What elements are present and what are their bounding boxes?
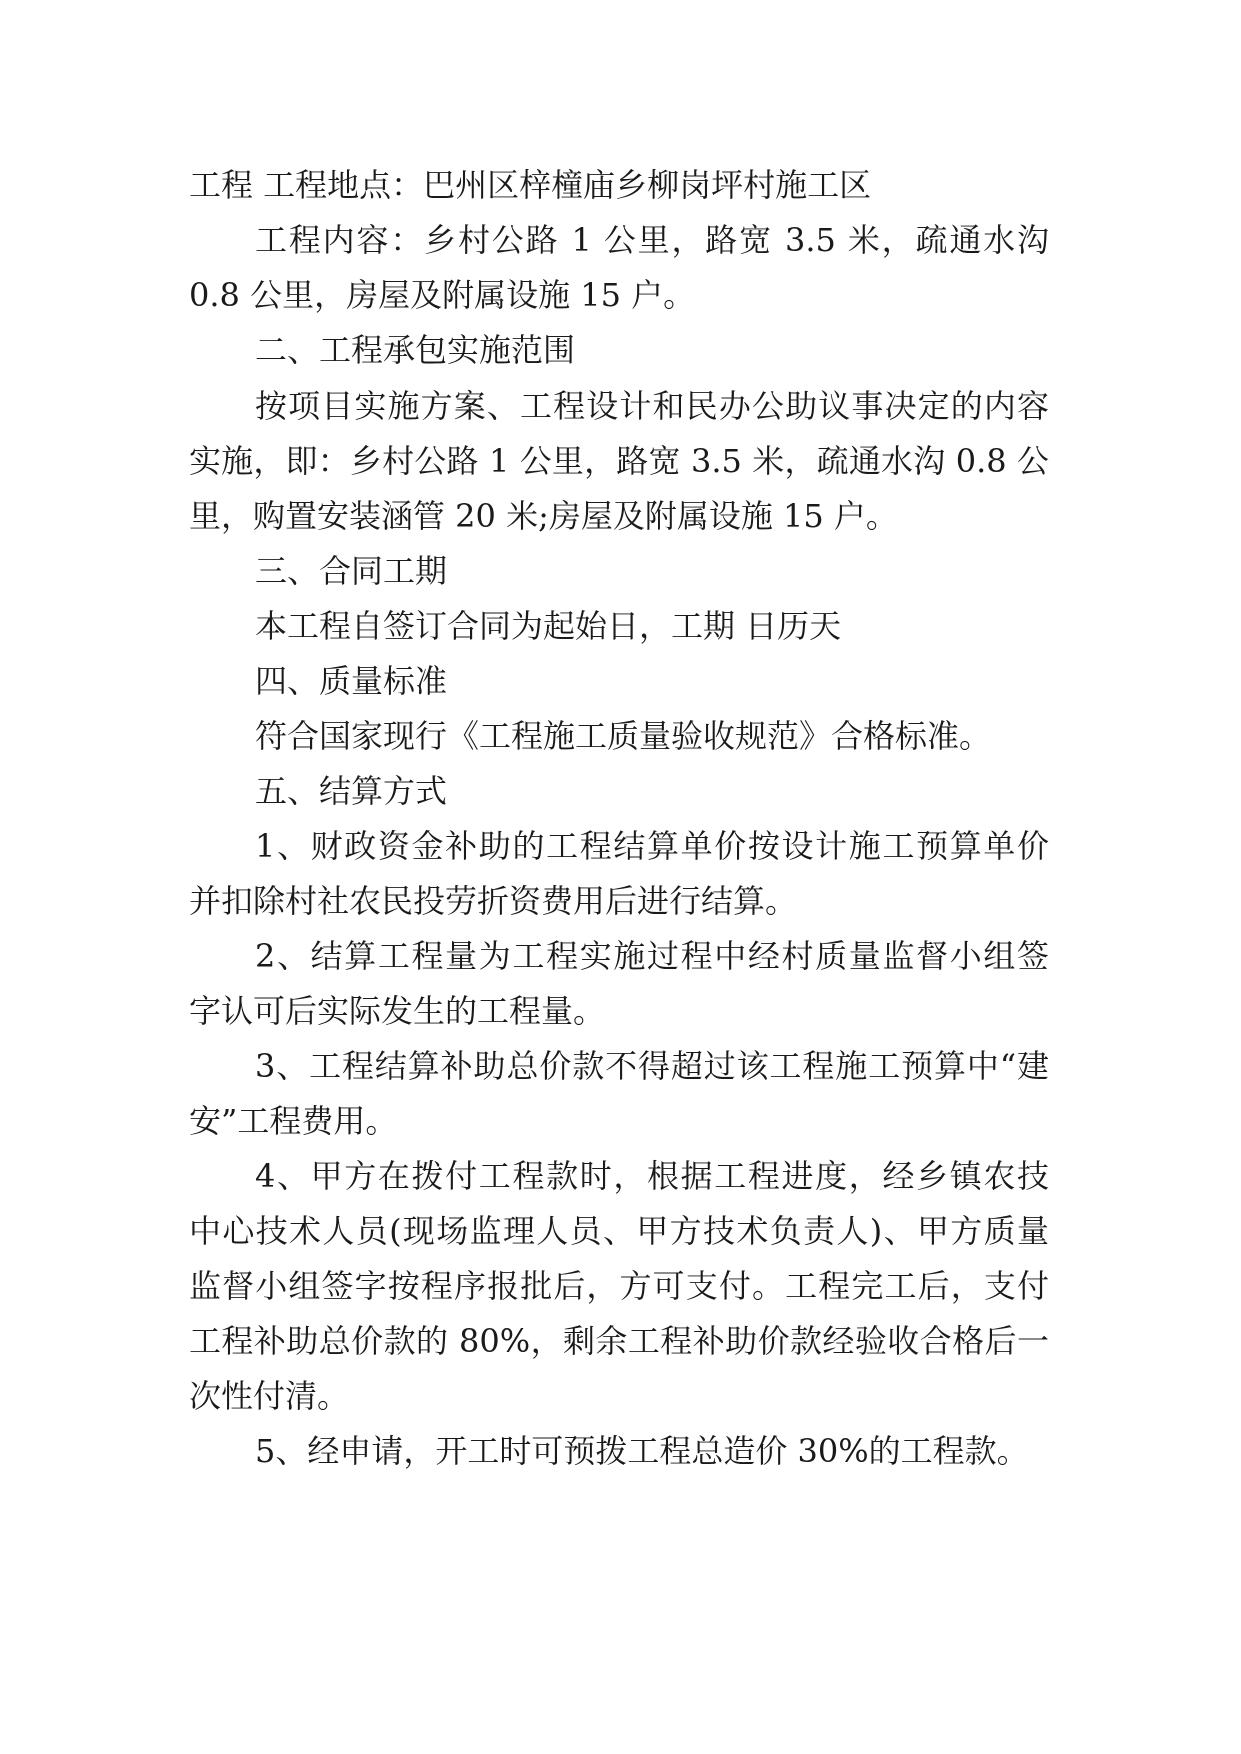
text-line: 字认可后实际发生的工程量。 [189,992,606,1030]
section-heading: 五、结算方式 [255,772,448,810]
text-line: 监督小组签字按程序报批后，方可支付。工程完工后，支付 [189,1267,1049,1305]
text-line: 安”工程费用。 [189,1102,398,1140]
text-line: 4、甲方在拨付工程款时，根据工程进度，经乡镇农技 [255,1157,1049,1195]
text-line: 3、工程结算补助总价款不得超过该工程施工预算中“建 [255,1047,1049,1085]
section-heading: 二、工程承包实施范围 [255,331,576,369]
text-line: 里，购置安装涵管 20 米;房屋及附属设施 15 户。 [189,497,898,535]
text-line: 2、结算工程量为工程实施过程中经村质量监督小组签 [255,937,1049,975]
text-line: 工程内容：乡村公路 1 公里，路宽 3.5 米，疏通水沟 [255,221,1049,259]
text-line: 本工程自签订合同为起始日，工期 日历天 [255,607,842,645]
text-line: 实施，即：乡村公路 1 公里，路宽 3.5 米，疏通水沟 0.8 公 [189,442,1049,480]
text-line: 按项目实施方案、工程设计和民办公助议事决定的内容 [255,387,1049,425]
text-line: 5、经申请，开工时可预拨工程总造价 30%的工程款。 [255,1432,1029,1470]
text-line: 0.8 公里，房屋及附属设施 15 户。 [189,276,696,314]
section-heading: 四、质量标准 [255,662,448,700]
text-line: 1、财政资金补助的工程结算单价按设计施工预算单价 [255,827,1049,865]
text-line: 并扣除村社农民投劳折资费用后进行结算。 [189,882,798,920]
text-line: 符合国家现行《工程施工质量验收规范》合格标准。 [255,717,992,755]
text-line: 工程补助总价款的 80%，剩余工程补助价款经验收合格后一 [189,1322,1049,1360]
section-heading: 三、合同工期 [255,552,448,590]
text-line: 次性付清。 [189,1377,350,1415]
text-line: 工程 工程地点：巴州区梓橦庙乡柳岗坪村施工区 [189,166,872,204]
text-line: 中心技术人员(现场监理人员、甲方技术负责人)、甲方质量 [189,1212,1049,1250]
